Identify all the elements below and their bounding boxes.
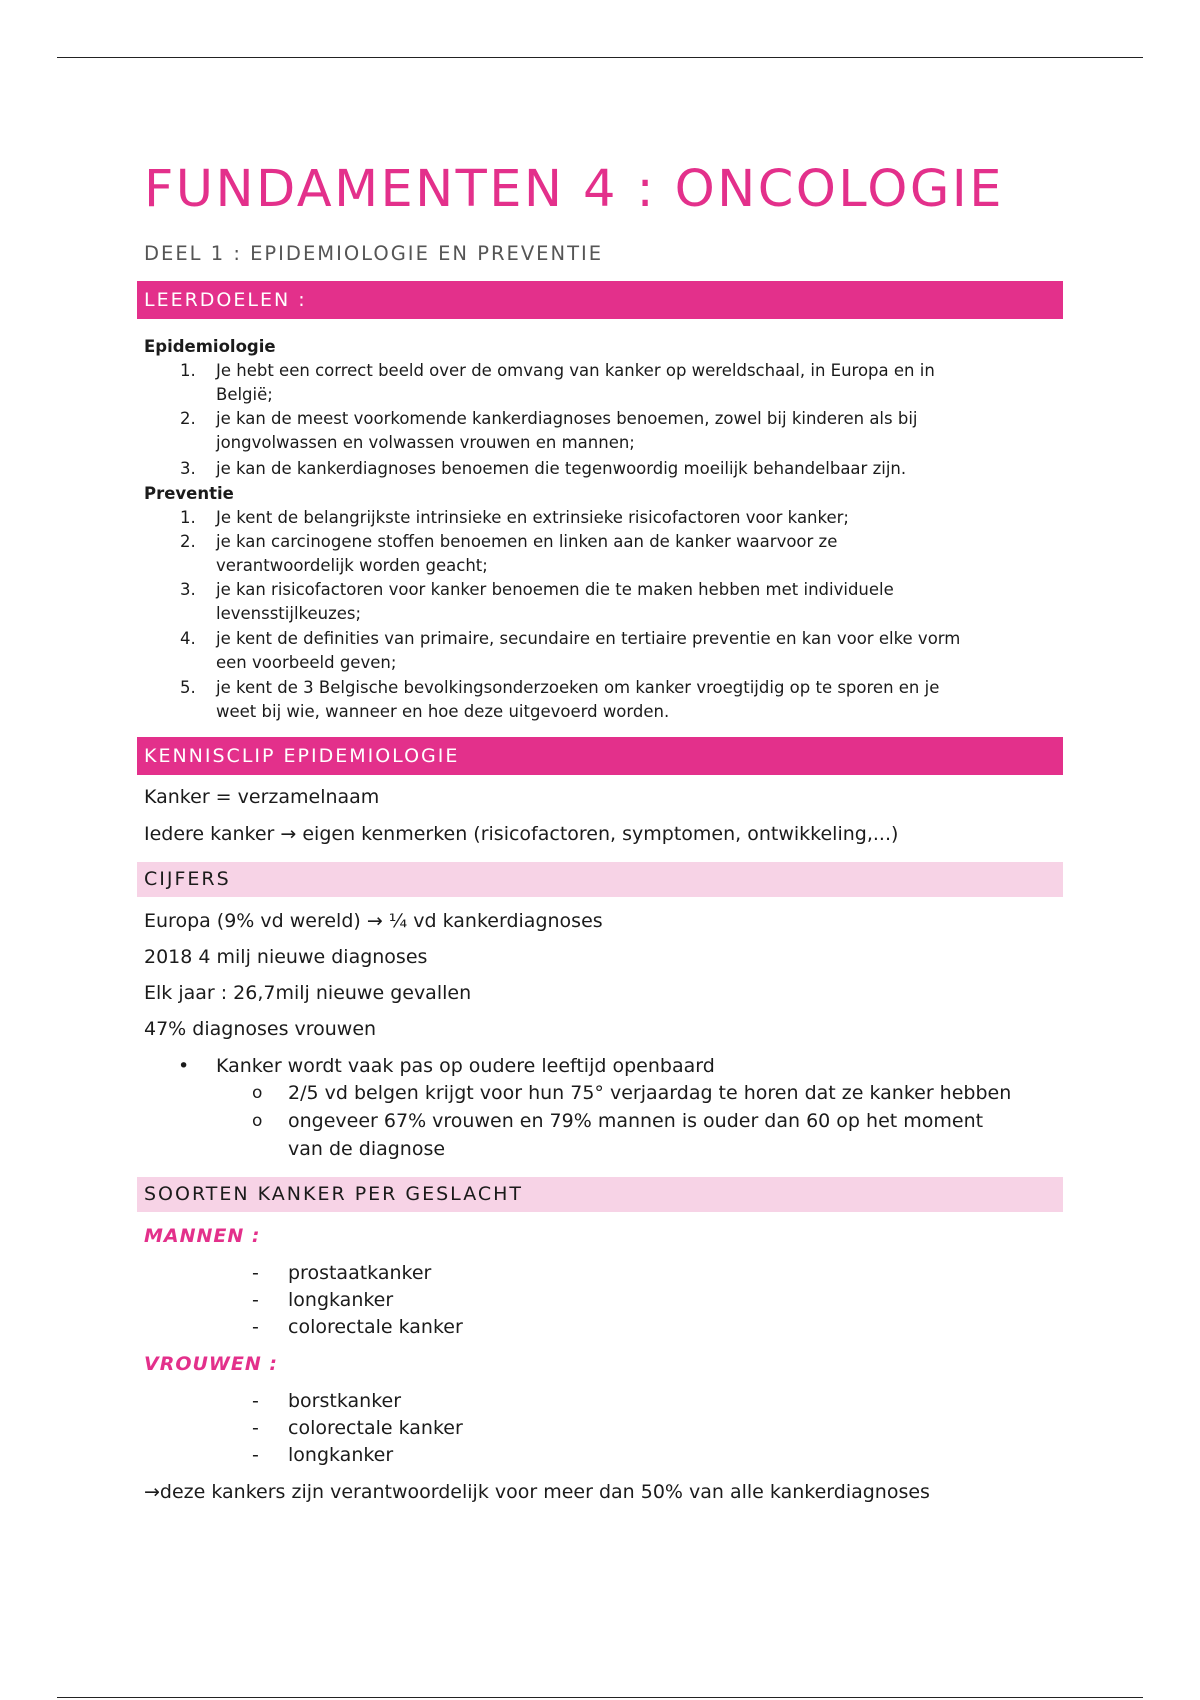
page-title: FUNDAMENTEN 4 : ONCOLOGIE <box>144 160 1004 219</box>
subheading-preventie: Preventie <box>144 484 234 503</box>
page-subtitle: DEEL 1 : EPIDEMIOLOGIE EN PREVENTIE <box>144 242 604 265</box>
conclusion-line: →deze kankers zijn verantwoordelijk voor meer dan 50% van alle kankerdiagnoses <box>144 1481 930 1503</box>
section-heading-kennisclip: KENNISCLIP EPIDEMIOLOGIE <box>137 737 1063 775</box>
section-heading-soorten: SOORTEN KANKER PER GESLACHT <box>137 1177 1063 1212</box>
section-heading-cijfers: CIJFERS <box>137 862 1063 897</box>
text-line: Europa (9% vd wereld) → ¼ vd kankerdiagnoses <box>144 910 603 932</box>
top-rule <box>57 57 1143 58</box>
text-line: 47% diagnoses vrouwen <box>144 1018 377 1040</box>
label-mannen: MANNEN : <box>144 1225 261 1247</box>
text-line: 2018 4 milj nieuwe diagnoses <box>144 946 428 968</box>
text-line: Iedere kanker → eigen kenmerken (risicofactoren, symptomen, ontwikkeling,...) <box>144 823 899 845</box>
section-heading-leerdoelen: LEERDOELEN : <box>137 281 1063 319</box>
bottom-rule <box>57 1697 1143 1698</box>
text-line: Elk jaar : 26,7milj nieuwe gevallen <box>144 982 472 1004</box>
text-line: Kanker = verzamelnaam <box>144 786 380 808</box>
label-vrouwen: VROUWEN : <box>144 1353 278 1375</box>
subheading-epidemiologie: Epidemiologie <box>144 337 276 356</box>
